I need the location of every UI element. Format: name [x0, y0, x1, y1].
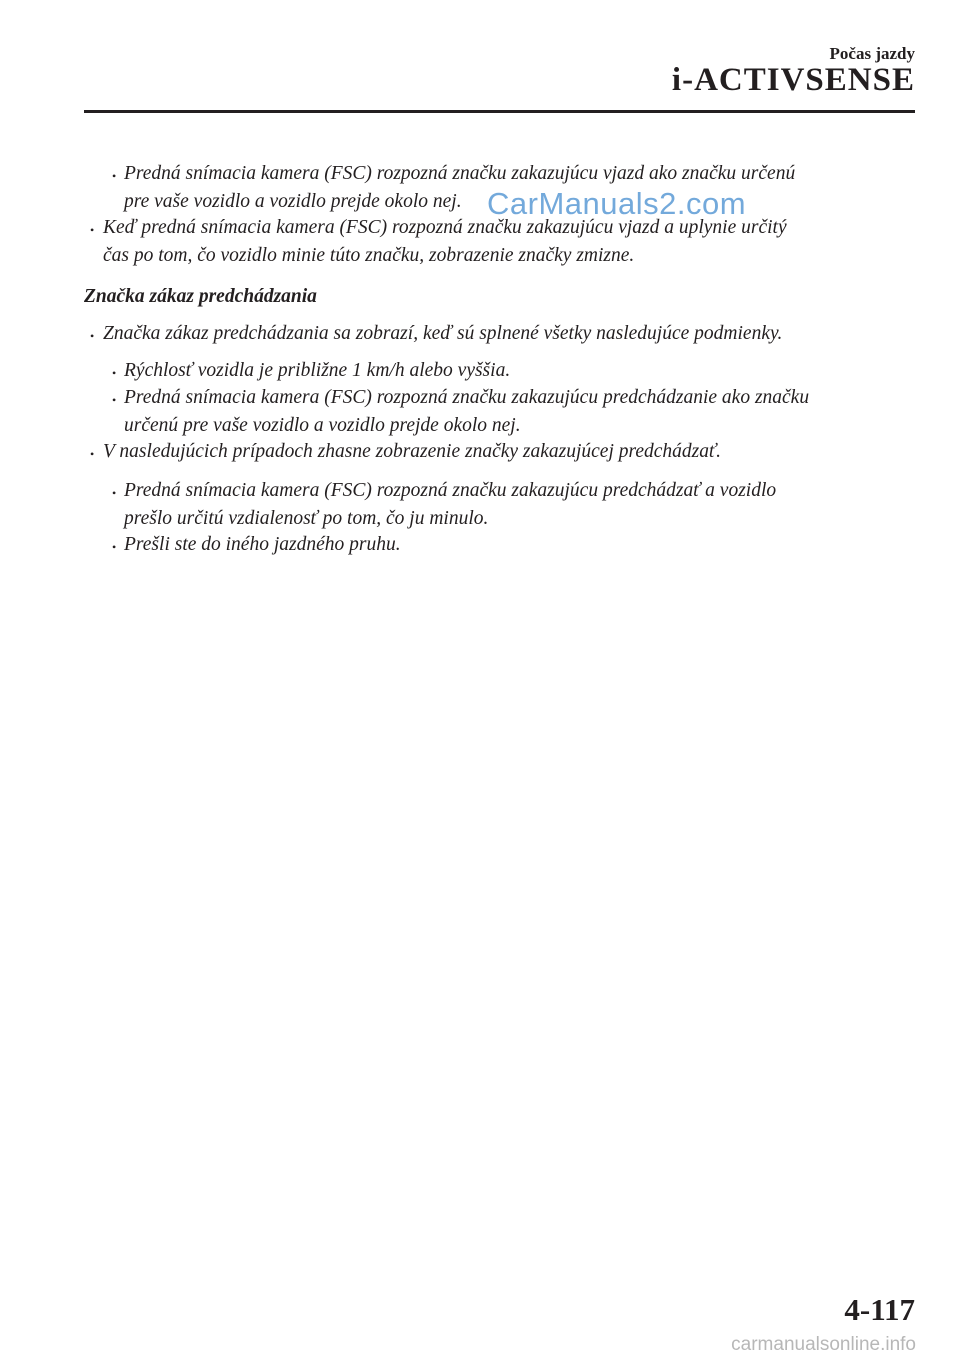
- bullet-icon: •: [112, 169, 117, 183]
- bullet-icon: •: [90, 447, 95, 461]
- body-line: pre vaše vozidlo a vozidlo prejde okolo nej.: [124, 191, 462, 212]
- body-line: V nasledujúcich prípadoch zhasne zobrazenie značky zakazujúcej predchádzať.: [103, 441, 721, 462]
- bullet-icon: •: [112, 393, 117, 407]
- body-line: prešlo určitú vzdialenosť po tom, čo ju minulo.: [124, 508, 489, 529]
- bullet-icon: •: [112, 540, 117, 554]
- bullet-icon: •: [90, 223, 95, 237]
- body-line: Predná snímacia kamera (FSC) rozpozná značku zakazujúcu predchádzanie ako značku: [124, 387, 810, 408]
- body-line: Značka zákaz predchádzania sa zobrazí, keď sú splnené všetky nasledujúce podmienky.: [103, 323, 783, 344]
- body-line: Rýchlosť vozidla je približne 1 km/h alebo vyššia.: [124, 360, 511, 381]
- subsection-heading: Značka zákaz predchádzania: [84, 286, 317, 307]
- bullet-icon: •: [112, 486, 117, 500]
- bullet-icon: •: [112, 366, 117, 380]
- body-line: Predná snímacia kamera (FSC) rozpozná značku zakazujúcu predchádzať a vozidlo: [124, 480, 777, 501]
- body-line: Predná snímacia kamera (FSC) rozpozná značku zakazujúcu vjazd ako značku určenú: [124, 163, 796, 184]
- bullet-icon: •: [90, 329, 95, 343]
- header-divider: [84, 110, 915, 113]
- body-line: Keď predná snímacia kamera (FSC) rozpozná značku zakazujúcu vjazd a uplynie určitý: [103, 217, 787, 238]
- body-line: Prešli ste do iného jazdného pruhu.: [124, 534, 401, 555]
- watermark-logo: CarManuals2.com: [487, 186, 747, 221]
- body-line: určenú pre vaše vozidlo a vozidlo prejde okolo nej.: [124, 415, 521, 436]
- footer-watermark: carmanualsonline.info: [731, 1334, 916, 1355]
- page-number: 4-117: [844, 1292, 915, 1327]
- body-line: čas po tom, čo vozidlo minie túto značku, zobrazenie značky zmizne.: [103, 245, 635, 266]
- chapter-title: i-ACTIVSENSE: [671, 62, 915, 98]
- section-title: Počas jazdy: [829, 44, 915, 63]
